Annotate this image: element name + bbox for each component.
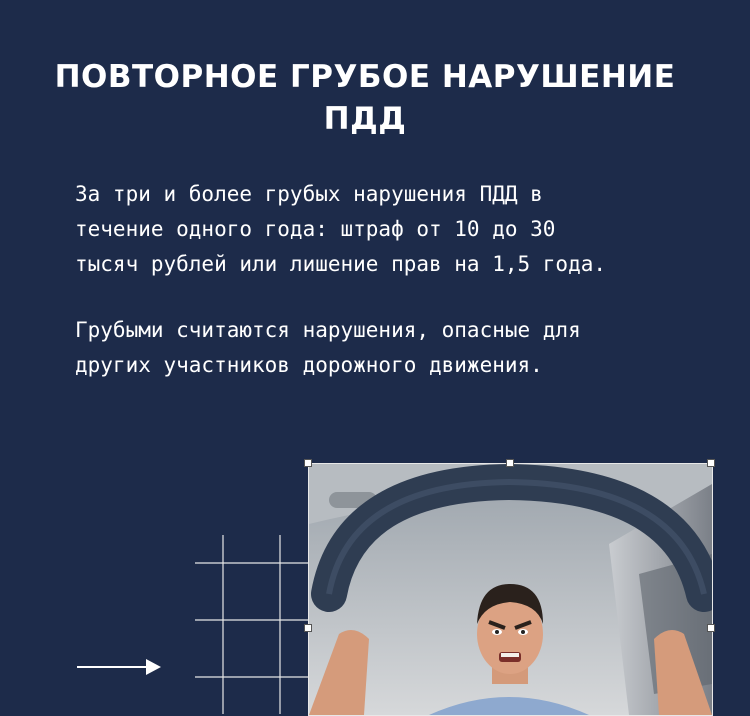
- resize-handle-middle-left: [304, 624, 312, 632]
- paragraph-definition: Грубыми считаются нарушения, опасные для других участников дорожного движения.: [75, 318, 581, 377]
- resize-handle-middle-right: [707, 624, 715, 632]
- paragraph-penalty: За три и более грубых нарушения ПДД в течение одного года: штраф от 10 до 30 тысяч рублей или лишение прав на 1,5 года.: [75, 182, 607, 276]
- title-line-2: ПДД: [323, 101, 407, 137]
- title-line-1: ПОВТОРНОЕ ГРУБОЕ НАРУШЕНИЕ: [54, 59, 676, 95]
- arrow-right-icon: [77, 659, 161, 675]
- resize-handle-top-left: [304, 459, 312, 467]
- driver-photo: [308, 463, 713, 716]
- resize-handle-top-center: [506, 459, 514, 467]
- resize-handle-top-right: [707, 459, 715, 467]
- angry-driver-illustration: [309, 464, 712, 715]
